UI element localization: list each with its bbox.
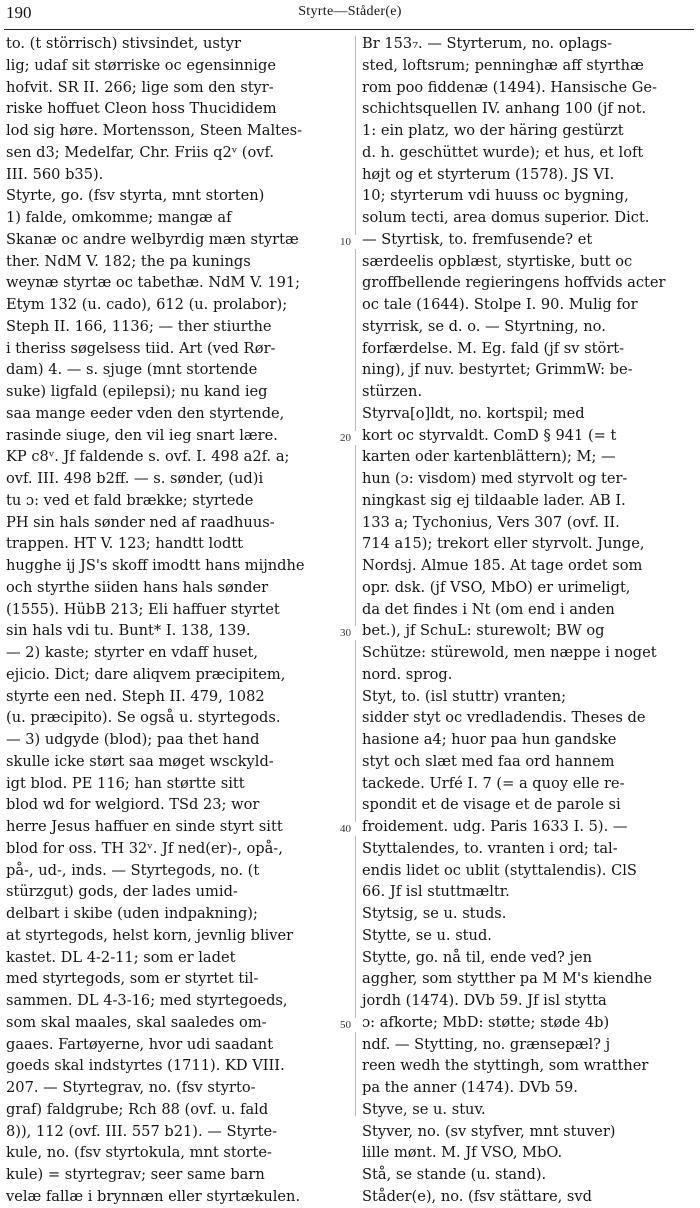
- text-line: rasinde siuge, den vil ieg snart lære.: [6, 426, 278, 444]
- text-line: suke) ligfald (epilepsi); nu kand ieg: [6, 383, 268, 400]
- text-line: kule, no. (fsv styrtokula, mnt storte-: [6, 1144, 272, 1162]
- text-line: schichtsquellen IV. anhang 100 (jf not.: [362, 100, 647, 118]
- text-line: reen wedh the styttingh, som wratther: [362, 1057, 649, 1075]
- text-line: rom poo fiddenæ (1494). Hansische Ge-: [362, 78, 657, 96]
- text-line: jordh (1474). DVb 59. Jf isl stytta: [362, 992, 607, 1009]
- text-line: 8)), 112 (ovf. III. 557 b21). — Styrte-: [6, 1122, 278, 1140]
- text-line: 1) falde, omkomme; mangæ af: [6, 209, 232, 226]
- text-line: (1555). HübB 213; Eli haffuer styrtet: [6, 600, 280, 618]
- text-line: Ståder(e), no. (fsv stättare, svd: [362, 1187, 592, 1205]
- text-line: trappen. HT V. 123; handtt lodtt: [6, 535, 244, 553]
- text-line: ejicio. Dict; dare aliqvem præcipitem,: [6, 665, 286, 683]
- text-line: sidder styt oc vredladendis. Theses de: [362, 709, 646, 727]
- text-line: i theriss søgelsess tiid. Art (ved Rør-: [6, 339, 276, 357]
- text-line: forfærdelse. M. Eg. fald (jf sv stört-: [362, 339, 625, 357]
- text-line: froidement. udg. Paris 1633 I. 5). —: [362, 818, 628, 835]
- text-line: som skal maales, skal saaledes om-: [6, 1013, 267, 1031]
- text-line: hun (ɔ: visdom) med styrvolt og ter-: [362, 470, 628, 487]
- text-line: blod wd for welgiord. TSd 23; wor: [6, 796, 260, 814]
- text-line: weynæ styrtæ oc tabethæ. NdM V. 191;: [6, 274, 301, 292]
- text-line: styrte een ned. Steph II. 479, 1082: [6, 687, 265, 705]
- text-line: Styrva[o]ldt, no. kortspil; med: [362, 404, 585, 422]
- text-line: oc tale (1644). Stolpe I. 90. Mulig for: [362, 296, 638, 313]
- text-line: spondit et de visage et de parole si: [362, 796, 621, 814]
- text-line: PH sin hals sønder ned af raadhuus-: [6, 513, 275, 531]
- text-line: lig; udaf sit størriske oc egensinnige: [6, 56, 276, 74]
- text-line: Skanæ oc andre welbyrdig mæn styrtæ: [6, 230, 299, 248]
- column-divider: [355, 36, 356, 1116]
- text-line: 66. Jf isl stuttmæltr.: [362, 883, 510, 901]
- page-number: 190: [6, 3, 32, 22]
- text-line: Styt, to. (isl stuttr) vranten;: [362, 687, 567, 705]
- line-number-marker: 30: [340, 626, 362, 640]
- text-line: Nordsj. Almue 185. At tage ordet som: [362, 557, 643, 574]
- text-line: ɔ: afkorte; MbD: støtte; støde 4b): [362, 1013, 610, 1031]
- text-line: 714 a15); trekort eller styrvolt. Junge,: [362, 535, 645, 553]
- text-line: sin hals vdi tu. Bunt* I. 138, 139.: [6, 622, 251, 640]
- text-line: lille mønt. M. Jf VSO, MbO.: [362, 1144, 563, 1162]
- text-line: sted, loftsrum; penninghæ aff styrthæ: [362, 56, 644, 74]
- line-number-marker: 50: [340, 1018, 362, 1032]
- text-line: kastet. DL 4-2-11; som er ladet: [6, 948, 236, 966]
- text-line: opr. dsk. (jf VSO, MbO) er urimeligt,: [362, 578, 631, 596]
- text-line: igt blod. PE 116; han størtte sitt: [6, 774, 245, 792]
- text-line: hasione a4; huor paa hun gandske: [362, 731, 617, 748]
- text-line: goeds skal indstyrtes (1711). KD VIII.: [6, 1057, 285, 1075]
- text-line: styt och slæt med faa ord hannem: [362, 752, 615, 770]
- text-line: KP c8ᵛ. Jf faldende s. ovf. I. 498 a2f. a;: [6, 448, 290, 466]
- text-line: højt og et styrterum (1578). JS VI.: [362, 165, 615, 183]
- text-line: saa mange eeder vden den styrtende,: [6, 404, 285, 422]
- text-line: stürzgut) gods, der lades umid-: [6, 883, 238, 901]
- text-line: tackede. Urfé I. 7 (= a quoy elle re-: [362, 774, 625, 792]
- text-line: Stå, se stande (u. stand).: [362, 1166, 547, 1183]
- text-line: stürzen.: [362, 383, 423, 400]
- right-column: [362, 33, 698, 1205]
- running-head: Styrte—Ståder(e): [298, 4, 402, 19]
- text-line: Stytte, se u. stud.: [362, 926, 492, 944]
- text-line: Steph II. 166, 1136; — ther stiurthe: [6, 317, 272, 335]
- text-line: — 3) udgyde (blod); paa thet hand: [6, 731, 260, 748]
- text-line: herre Jesus haffuer en sinde styrt sitt: [6, 818, 283, 835]
- text-line: hugghe ij JS's skoff imodtt hans mijndhe: [6, 557, 305, 574]
- text-line: på-, ud-, inds. — Styrtegods, no. (t: [6, 861, 260, 879]
- text-line: 10; styrterum vdi huuss oc bygning,: [362, 187, 629, 205]
- text-line: 207. — Styrtegrav, no. (fsv styrto-: [6, 1079, 256, 1096]
- text-line: bet.), jf SchuL: sturewolt; BW og: [362, 622, 605, 640]
- text-line: lod sig høre. Mortensson, Steen Maltes-: [6, 122, 303, 139]
- text-line: nord. sprog.: [362, 665, 453, 683]
- text-line: skulle icke størt saa møget wsckyld-: [6, 752, 274, 770]
- left-column: [6, 33, 342, 1205]
- text-line: delbart i skibe (uden indpakning);: [6, 905, 258, 922]
- text-line: aggher, som stytther pa M M's kiendhe: [362, 970, 653, 988]
- text-line: ovf. III. 498 b2ff. — s. sønder, (ud)i: [6, 470, 264, 487]
- line-number-marker: 10: [340, 235, 362, 249]
- text-line: Stytsig, se u. studs.: [362, 905, 507, 922]
- text-line: styrrisk, se d. o. — Styrtning, no.: [362, 317, 606, 335]
- text-line: — Styrtisk, to. fremfusende? et: [362, 230, 593, 248]
- text-line: ningkast sig ej tildaable lader. AB I.: [362, 491, 626, 509]
- text-line: ndf. — Stytting, no. grænsepæl? j: [362, 1035, 611, 1053]
- text-line: med styrtegods, som er styrtet til-: [6, 970, 259, 988]
- text-line: sen d3; Medelfar, Chr. Friis q2ᵛ (ovf.: [6, 143, 275, 161]
- text-line: och styrthe siiden hans hals sønder: [6, 578, 269, 596]
- text-line: dam) 4. — s. sjuge (mnt stortende: [6, 361, 258, 379]
- text-line: endis lidet oc ublit (styttalendis). ClS: [362, 861, 637, 879]
- text-line: d. h. geschüttet wurde); et hus, et loft: [362, 143, 644, 161]
- text-line: to. (t störrisch) stivsindet, ustyr: [6, 35, 241, 52]
- text-line: groffbellende regieringens hoffvids acter: [362, 274, 666, 292]
- text-line: ning), jf nuv. bestyrtet; GrimmW: be-: [362, 361, 633, 379]
- text-line: gaaes. Fartøyerne, hvor udi saadant: [6, 1035, 274, 1053]
- text-line: blod for oss. TH 32ᵛ. Jf ned(er)-, opå-,: [6, 839, 283, 857]
- text-line: kort oc styrvaldt. ComD § 941 (= t: [362, 426, 617, 444]
- line-number-marker: 20: [340, 431, 362, 445]
- text-line: solum tecti, area domus superior. Dict.: [362, 209, 650, 226]
- text-line: Styver, no. (sv styfver, mnt stuver): [362, 1122, 616, 1140]
- text-line: Styve, se u. stuv.: [362, 1100, 486, 1118]
- text-line: 1: ein platz, wo der häring gestürzt: [362, 122, 624, 139]
- text-line: kule) = styrtegrav; seer same barn: [6, 1166, 265, 1183]
- text-line: ther. NdM V. 182; the pa kunings: [6, 252, 251, 270]
- text-line: tu ɔ: ved et fald brække; styrtede: [6, 491, 254, 509]
- text-line: karten oder kartenblättern); M; —: [362, 448, 616, 466]
- text-line: særdeelis opblæst, styrtiske, butt oc: [362, 252, 633, 270]
- text-line: da det findes i Nt (om end i anden: [362, 600, 615, 618]
- text-line: Styttalendes, to. vranten i ord; tal-: [362, 839, 618, 857]
- text-line: Styrte, go. (fsv styrta, mnt storten): [6, 187, 265, 205]
- text-line: — 2) kaste; styrter en vdaff huset,: [6, 644, 259, 661]
- text-line: sammen. DL 4-3-16; med styrtegoeds,: [6, 992, 288, 1009]
- line-number-marker: 40: [340, 822, 362, 836]
- header-rule: [4, 29, 694, 30]
- text-line: 133 a; Tychonius, Vers 307 (ovf. II.: [362, 513, 620, 531]
- text-line: Br 153₇. — Styrterum, no. oplags-: [362, 35, 613, 52]
- text-line: pa the anner (1474). DVb 59.: [362, 1079, 578, 1096]
- text-line: Etym 132 (u. cado), 612 (u. prolabor);: [6, 296, 288, 313]
- text-line: graf) faldgrube; Rch 88 (ovf. u. fald: [6, 1100, 269, 1118]
- text-line: hofvit. SR II. 266; lige som den styr-: [6, 78, 274, 96]
- text-line: III. 560 b35).: [6, 165, 104, 183]
- text-line: Schütze: stürewold, men næppe i noget: [362, 644, 657, 661]
- text-line: velæ fallæ i brynnæn eller styrtækulen.: [6, 1187, 301, 1205]
- text-line: (u. præcipito). Se også u. styrtegods.: [6, 709, 281, 727]
- text-line: Stytte, go. nå til, ende ved? jen: [362, 948, 593, 966]
- text-line: riske hoffuet Cleon hoss Thucididem: [6, 100, 277, 118]
- text-line: at styrtegods, helst korn, jevnlig bliver: [6, 926, 294, 944]
